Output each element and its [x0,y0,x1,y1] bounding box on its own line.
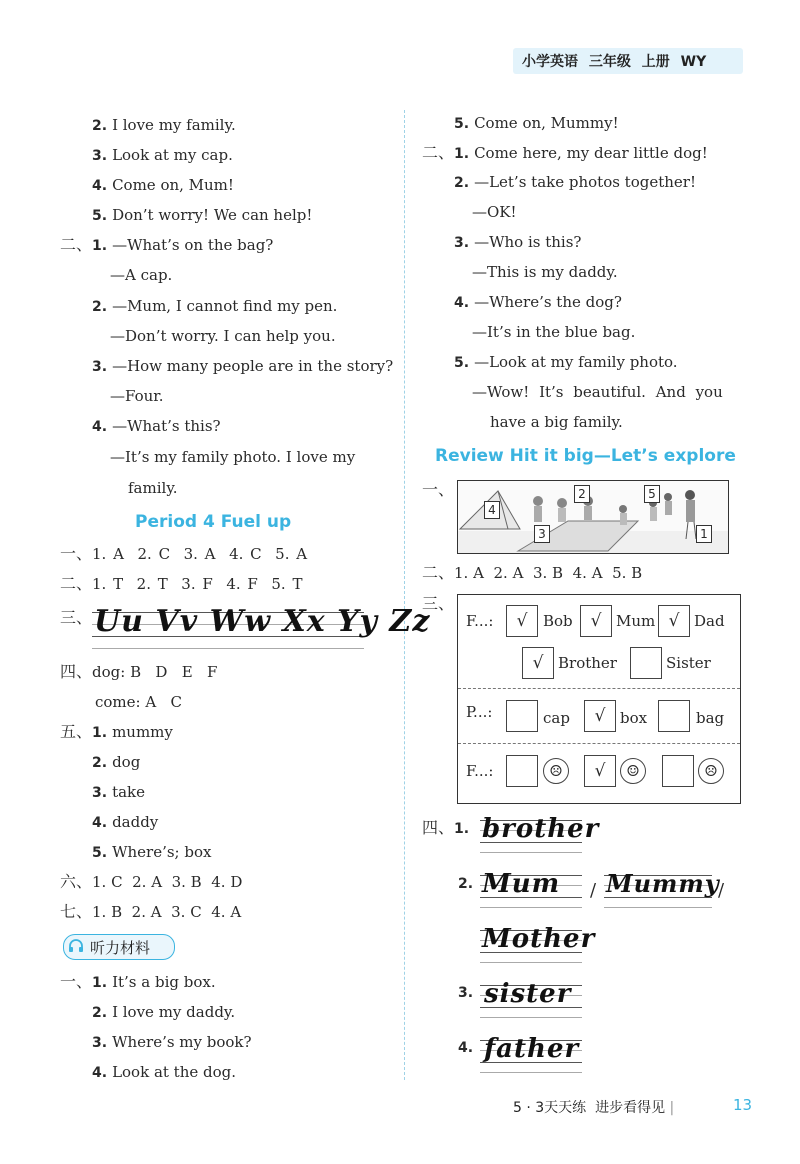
right-sec2-row2: 2. —Let’s take photos together! [454,173,696,191]
header-volume: 上册 [641,54,670,70]
angry-face-icon: ☹ [698,758,724,784]
checkbox-cap[interactable] [506,700,538,732]
checkbox-happy[interactable]: √ [584,755,616,787]
row-label-family: F...: [466,612,494,630]
family-picnic-picture [457,480,729,554]
headphones-icon [68,939,84,953]
checkbox-brother[interactable]: √ [522,647,554,679]
footer-slogan: 进步看得见 [595,1100,666,1116]
word-mum: Mum [482,869,561,899]
checkbox-mum[interactable]: √ [580,605,612,637]
right-sec2-line: have a big family. [490,413,623,431]
label-sister: Sister [666,654,711,672]
period-sec4-come: come: A C [95,693,182,711]
review-sec4-row3: 3. [458,985,474,1001]
right-sec2-row5: 5. —Look at my family photo. [454,353,678,371]
period-sec4-dog: 四、dog: B D E F [60,662,218,681]
period-sec5-row3: 3. take [92,783,145,801]
guide-line [480,962,582,963]
right-sec2-line: —OK! [472,203,517,221]
footer: 5 · 3天天练 进步看得见 | [513,1100,675,1116]
slash-separator: / [590,880,597,901]
row-divider [458,743,740,744]
picture-tag: 1 [696,525,712,543]
row-label-p: P...: [466,703,493,721]
listening-label: 听力材料 [90,939,151,957]
label-cap: cap [543,709,570,727]
left-item-4: 4. Come on, Mum! [92,176,234,194]
checkbox-sad[interactable] [506,755,538,787]
header-edition: WY [680,54,707,70]
column-divider [404,110,405,1080]
left-sec2-row1: 二、1. —What’s on the bag? [60,235,274,254]
sad-face-icon: ☹ [543,758,569,784]
review-title: Review Hit it big—Let’s explore [435,446,736,466]
label-brother: Brother [558,654,617,672]
period-sec5-row2: 2. dog [92,753,141,771]
right-sec2-line: —It’s in the blue bag. [472,323,636,341]
review-sec1-marker: 一、 [422,480,455,499]
checklist-table [457,594,741,804]
word-sister: sister [484,979,572,1009]
left-sec2-row4: 4. —What’s this? [92,417,221,435]
picture-tag: 4 [484,501,500,519]
row-divider [458,688,740,689]
row-label-f: F...: [466,762,494,780]
right-sec2-line: —Wow! It’s beautiful. And you [472,383,723,401]
footer-brand: 5 · 3天天练 [513,1100,587,1116]
period-sec5-row1: 五、1. mummy [60,722,173,741]
label-bob: Bob [543,612,573,630]
listening-row2: 2. I love my daddy. [92,1003,236,1021]
right-item-5: 5. Come on, Mummy! [454,114,619,132]
period-sec1: 一、1. A 2. C 3. A 4. C 5. A [60,544,308,563]
label-mum: Mum [616,612,656,630]
left-sec2-line: —A cap. [110,266,173,284]
guide-line [480,1017,582,1018]
period-sec3-marker: 三、 [60,608,93,627]
listening-row3: 3. Where’s my book? [92,1033,252,1051]
header-grade: 三年级 [588,54,631,70]
left-item-2: 2. I love my family. [92,116,236,134]
page-number: 13 [733,1096,753,1114]
right-sec2-row1: 二、1. Come here, my dear little dog! [422,143,708,162]
review-sec2: 二、1. A 2. A 3. B 4. A 5. B [422,563,643,582]
checkbox-bob[interactable]: √ [506,605,538,637]
handwriting-letters: Uu Vv Ww Xx Yy Zz [94,604,431,639]
left-sec2-line: —It’s my family photo. I love my [110,448,356,466]
right-sec2-row3: 3. —Who is this? [454,233,582,251]
left-item-3: 3. Look at my cap. [92,146,233,164]
listening-row4: 4. Look at the dog. [92,1063,237,1081]
guide-line [480,852,582,853]
header-subject: 小学英语 [522,54,578,70]
review-sec3-marker: 三、 [422,594,455,613]
left-sec2-row3: 3. —How many people are in the story? [92,357,394,375]
picture-tag: 5 [644,485,660,503]
left-sec2-row2: 2. —Mum, I cannot find my pen. [92,297,338,315]
checkbox-box[interactable]: √ [584,700,616,732]
listening-row1: 一、1. It’s a big box. [60,972,216,991]
period-sec2: 二、1. T 2. T 3. F 4. F 5. T [60,574,303,593]
left-sec2-line: —Four. [110,387,164,405]
word-mummy: Mummy [606,869,720,898]
label-bag: bag [696,709,725,727]
guide-line [480,907,582,908]
checkbox-bag[interactable] [658,700,690,732]
right-sec2-line: —This is my daddy. [472,263,618,281]
checkbox-angry[interactable] [662,755,694,787]
right-sec2-row4: 4. —Where’s the dog? [454,293,622,311]
picture-tag: 2 [574,485,590,503]
happy-face-icon: ☺ [620,758,646,784]
period-sec6: 六、1. C 2. A 3. B 4. D [60,872,243,891]
review-sec4-row4: 4. [458,1040,474,1056]
label-box: box [620,709,648,727]
word-father: father [484,1034,580,1064]
period-sec5-row5: 5. Where’s; box [92,843,212,861]
period-title: Period 4 Fuel up [135,512,292,532]
guide-line [604,907,712,908]
review-sec4-row1: 四、1. [422,818,470,837]
period-sec5-row4: 4. daddy [92,813,159,831]
review-sec4-row2: 2. [458,876,474,892]
left-sec2-line: family. [128,479,178,497]
word-brother: brother [482,814,600,844]
checkbox-dad[interactable]: √ [658,605,690,637]
picture-tag: 3 [534,525,550,543]
period-sec7: 七、1. B 2. A 3. C 4. A [60,902,242,921]
left-item-5: 5. Don’t worry! We can help! [92,206,313,224]
slash-separator: / [718,880,725,901]
guide-line [92,648,364,649]
left-sec2-line: —Don’t worry. I can help you. [110,327,336,345]
checkbox-sister[interactable] [630,647,662,679]
header-text [522,51,706,71]
guide-line [480,1072,582,1073]
label-dad: Dad [694,612,725,630]
word-mother: Mother [482,924,596,954]
